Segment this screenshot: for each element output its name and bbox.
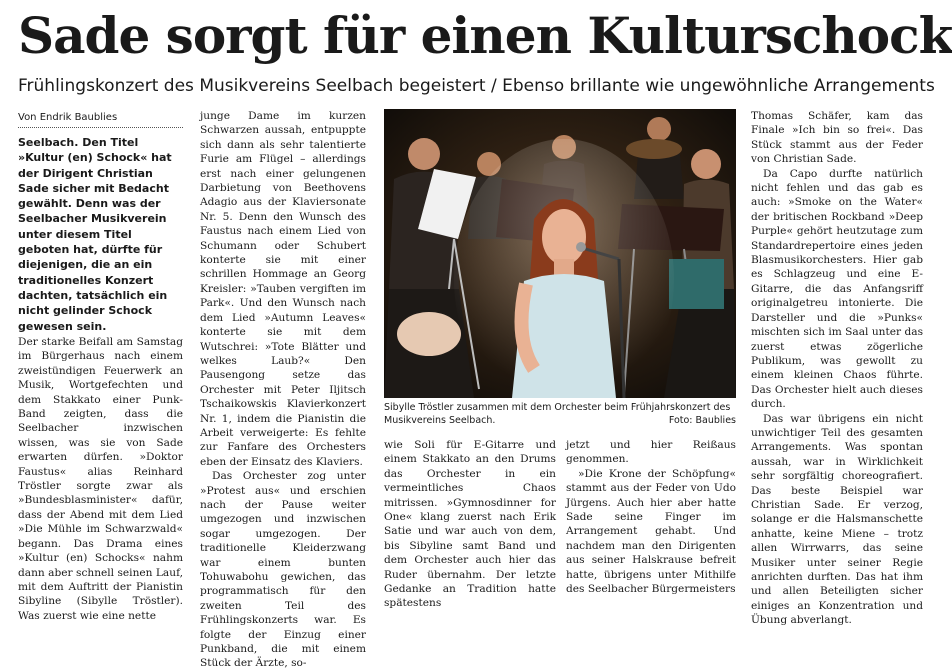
article-column-1	[18, 335, 183, 622]
paragraph: junge Dame im kurzen Schwarzen aussah, entpuppte sich dann als sehr talentierte Furie am Flügel – allerdings erst nach einer gelungenen Darbietung von Beethovens Adagio aus der Klaviersonate Nr. 5. Denn den Wunsch des Faustus nach einem Lied von Schumann oder Schubert konterte sie mit einer schrillen Hommage an Georg Kreisler: »Tauben vergiften im Park«. Und den Wunsch nach dem Lied »Autumn Leaves« konterte sie mit dem Wutschrei: »Tote Blätter und welkes Laub?« Den Pausengong setze das Orchester mit Peter Iljitsch Tschaikowskis Klavierkonzert Nr. 1, indem die Pianistin die Arbeit verweigerte: Es fehlte zur Fanfare des Orchesters eben der Einsatz des Klaviers.	[200, 110, 366, 468]
paragraph: »Die Krone der Schöpfung« stammt aus der Feder von Udo Jürgens. Auch hier aber hatte Sade seine Finger im Arrangement gehabt. Und nachdem man den Dirigenten aus seiner Halskrause befreit hatte, übrigens unter Mithilfe des Seelbacher Bürgermeisters	[566, 467, 736, 596]
photo-caption	[384, 401, 736, 427]
paragraph: Das war übrigens ein nicht unwichtiger Teil des gesamten Arrangements. Was spontan aussah, war in Wirklichkeit sehr sorgfältig choreografiert. Das beste Beispiel war Christian Sade. Er verzog, solange er die Halsmanschette anhatte, keine Miene – trotz allen Wirrwarrs, das seine Musiker unter seiner Regie anrichten durften. Das hat ihm und allen Beteiligten sicher einiges an Konzentration und Übung abverlangt.	[751, 412, 923, 627]
caption-text: Sibylle Tröstler zusammen mit dem Orchester beim Frühjahrskonzert des Musikvereins Seelbach.	[384, 402, 731, 426]
lead-paragraph: Seelbach. Den Titel »Kultur (en) Schock« hat der Dirigent Christian Sade sicher mit Bedacht gewählt. Denn was der Seelbacher Musikverein unter diesem Titel geboten hat, dürfte für diejenigen, die an ein traditionelles Konzert dachten, tatsächlich ein nicht gelinder Schock gewesen sein.	[18, 136, 172, 333]
photo-credit: Foto: Baublies	[668, 415, 736, 426]
paragraph: Thomas Schäfer, kam das Finale »Ich bin so frei«. Das Stück stammt aus der Feder von Christian Sade.	[751, 110, 923, 166]
paragraph: Da Capo durfte natürlich nicht fehlen und das gab es auch: »Smoke on the Water« der britischen Rockband »Deep Purple« gehört heutzutage zum Standardrepertoire eines jeden Blasmusikorchesters. Hier gab es Schlagzeug und eine E-Gitarre, die das Anfangsriff originalgetreu intonierte. Die Darsteller und die »Punks« mischten sich im Saal unter das zuerst etwas zögerliche Publikum, was gewollt zu einem kleinen Chaos führte. Das Orchester hielt auch dieses durch.	[751, 167, 923, 411]
article-column-4	[566, 438, 736, 596]
byline: Von Endrik Baublies	[18, 111, 183, 128]
subheadline: Frühlingskonzert des Musikvereins Seelbach begeistert / Ebenso brillante wie ungewöhnliche Arrangements	[18, 76, 935, 96]
paragraph: wie Soli für E-Gitarre und einem Stakkato an den Drums das Orchester in ein vermeintliches Chaos mitrissen. »Gymnosdinner for One« klang zuerst nach Erik Satie und war auch von dem, bis Sibyline samt Band und dem Orchester auch hier das Ruder übernahm. Der letzte Gedanke an Tradition hatte spätestens	[384, 439, 556, 610]
article-column-5	[751, 109, 923, 627]
concert-photo	[384, 109, 736, 398]
paragraph: Der starke Beifall am Samstag im Bürgerhaus nach einem zweistündigen Feuerwerk an Musik, Wortgefechten und dem Stakkato einer Punk-Band zeigten, dass die Seelbacher inzwischen wissen, was sie von Sade erwarten dürfen. »Doktor Faustus« alias Reinhard Tröstler sorgte zwar als »Bundesblasminister« dafür, dass der Abend mit dem Lied »Die Mühle im Schwarzwald« begann. Das Drama eines »Kultur (en) Schocks« nahm dann aber schnell seinen Lauf, mit dem Auftritt der Pianistin Sibyline (Sibylle Tröstler). Was zuerst wie eine nette	[18, 336, 183, 622]
article-column-2	[200, 109, 366, 670]
paragraph: jetzt und hier Reißaus genommen.	[566, 439, 736, 466]
paragraph: Das Orchester zog unter »Protest aus« und erschien nach der Pause weiter umgezogen und inzwischen sogar umgezogen. Der traditionelle Kleiderzwang war einem bunten Tohuwabohu gewichen, das programmatisch für den zweiten Teil des Frühlingskonzerts war. Es folgte der Einzug einer Punkband, die mit einem Stück der Ärzte, so-	[200, 470, 366, 670]
concert-photo-image	[384, 109, 736, 398]
article-column-3	[384, 438, 556, 610]
headline: Sade sorgt für einen Kulturschock	[18, 6, 952, 65]
